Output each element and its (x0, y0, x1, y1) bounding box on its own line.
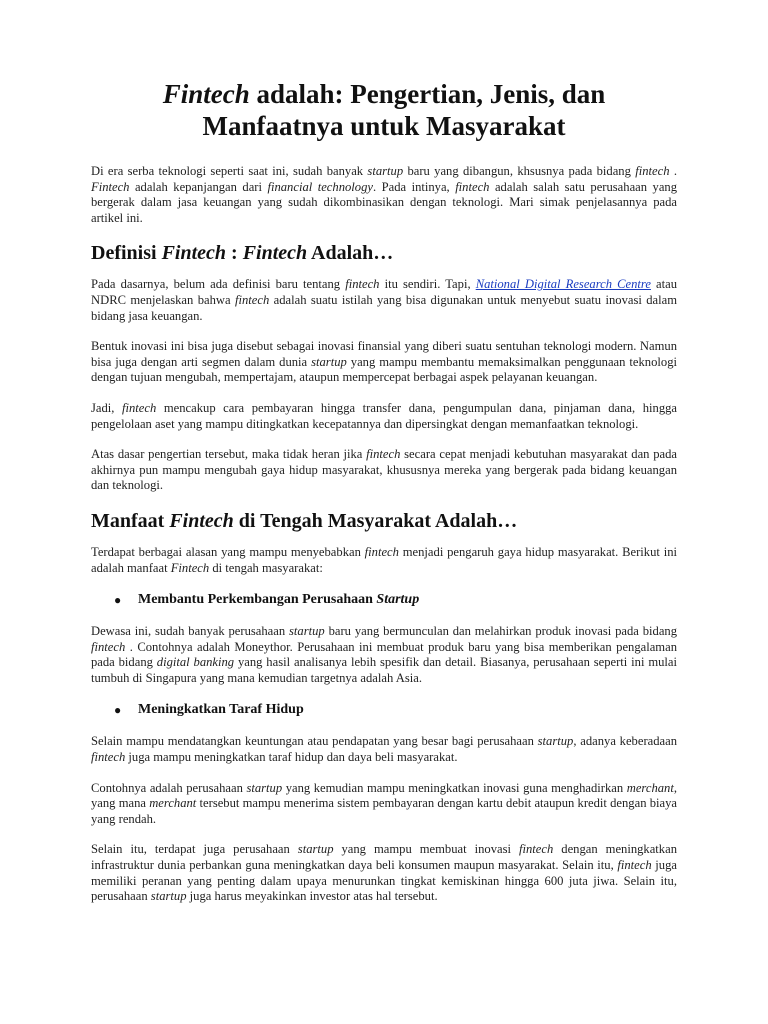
definisi-paragraph-2: Bentuk inovasi ini bisa juga disebut sebagai inovasi finansial yang diberi suatu sentuhan teknologi modern. Namun bisa juga dengan arti segmen dalam dunia startup yang mampu membantu memaksimalkan penggunaan teknologi dengan tujuan mengubah, mempertajam, ataupun mempercepat berbagai aspek pelayanan keuangan. (91, 339, 677, 385)
bullet-dot-icon: ● (114, 703, 122, 718)
title-text: adalah: Pengertian, Jenis, dan Manfaatnya untuk Masyarakat (202, 79, 606, 141)
title-italic: Fintech (162, 79, 250, 109)
definisi-paragraph-1: Pada dasarnya, belum ada definisi baru tentang fintech itu sendiri. Tapi, National Digital Research Centre atau NDRC menjelaskan bahwa fintech adalah suatu istilah yang bisa digunakan untuk menyebut suatu inovasi dalam bidang jasa keuangan. (91, 277, 678, 323)
manfaat-paragraph-2: Dewasa ini, sudah banyak perusahaan startup baru yang bermunculan dan melahirkan produk inovasi pada bidang fintech . Contohnya adalah Moneythor. Perusahaan ini membuat produk baru yang bisa memberikan pengalaman pada bidang digital banking yang hasil analisanya lebih spesifik dan detail. Biasanya, perusahaan seperti ini mulai tumbuh di Singapura yang mana kemudian targetnya adalah Asia. (91, 624, 678, 685)
ndrc-link[interactable]: National Digital Research Centre (475, 277, 651, 292)
bullet-list-2 (91, 701, 677, 719)
manfaat-paragraph-3: Selain mampu mendatangkan keuntungan atau pendapatan yang besar bagi perusahaan startup, adanya keberadaan fintech juga mampu meningkatkan taraf hidup dan daya beli masyarakat. (91, 734, 678, 765)
manfaat-paragraph-4: Contohnya adalah perusahaan startup yang kemudian mampu meningkatkan inovasi guna menghadirkan merchant, yang mana merchant tersebut mampu menerima sistem pembayaran dengan kartu debit ataupun kredit dengan biaya yang rendah. (91, 780, 677, 826)
page-title (91, 78, 677, 142)
bullet-item-taraf-hidup: ● Meningkatkan Taraf Hidup (114, 702, 304, 718)
manfaat-paragraph-5: Selain itu, terdapat juga perusahaan startup yang mampu membuat inovasi fintech dengan meningkatkan infrastruktur dunia perbankan guna meningkatkan daya beli konsumen maupun masyarakat. Selain itu, fintech juga memiliki peranan yang penting dalam upaya menurunkan tingkat kemiskinan hingga 600 juta jiwa. Selain itu, perusahaan startup juga harus meyakinkan investor atas hal tersebut. (91, 842, 677, 904)
bullet-list-1 (91, 591, 677, 609)
bullet-dot-icon: ● (114, 593, 122, 608)
intro-paragraph: Di era serba teknologi seperti saat ini, sudah banyak startup baru yang dibangun, khsusnya pada bidang fintech . Fintech adalah kepanjangan dari financial technology. Pada intinya, fintech adalah salah satu perusahaan yang bergerak dalam jasa keuangan yang sudah dikombinasikan dengan teknologi. Mari simak penjelasannya pada artikel ini. (91, 164, 678, 225)
section-heading-definisi: Definisi Fintech : Fintech Adalah… (91, 242, 394, 265)
definisi-paragraph-3: Jadi, fintech mencakup cara pembayaran hingga transfer dana, pengumpulan dana, pinjaman dana, hingga pengelolaan aset yang mampu ditingkatkan kecepatannya dan dipersingkat dengan memanfaatkan teknologi. (91, 400, 677, 431)
manfaat-paragraph-1: Terdapat berbagai alasan yang mampu menyebabkan fintech menjadi pengaruh gaya hidup masyarakat. Berikut ini adalah manfaat Fintech di tengah masyarakat: (91, 544, 677, 575)
section-heading-manfaat: Manfaat Fintech di Tengah Masyarakat Adalah… (91, 509, 518, 532)
bullet-item-startup: ● Membantu Perkembangan Perusahaan Startup (114, 592, 420, 608)
definisi-paragraph-4: Atas dasar pengertian tersebut, maka tidak heran jika fintech secara cepat menjadi kebutuhan masyarakat dan pada akhirnya pun mampu mengubah gaya hidup masyarakat, khususnya mereka yang bergerak pada bidang keuangan dan teknologi. (91, 447, 677, 493)
